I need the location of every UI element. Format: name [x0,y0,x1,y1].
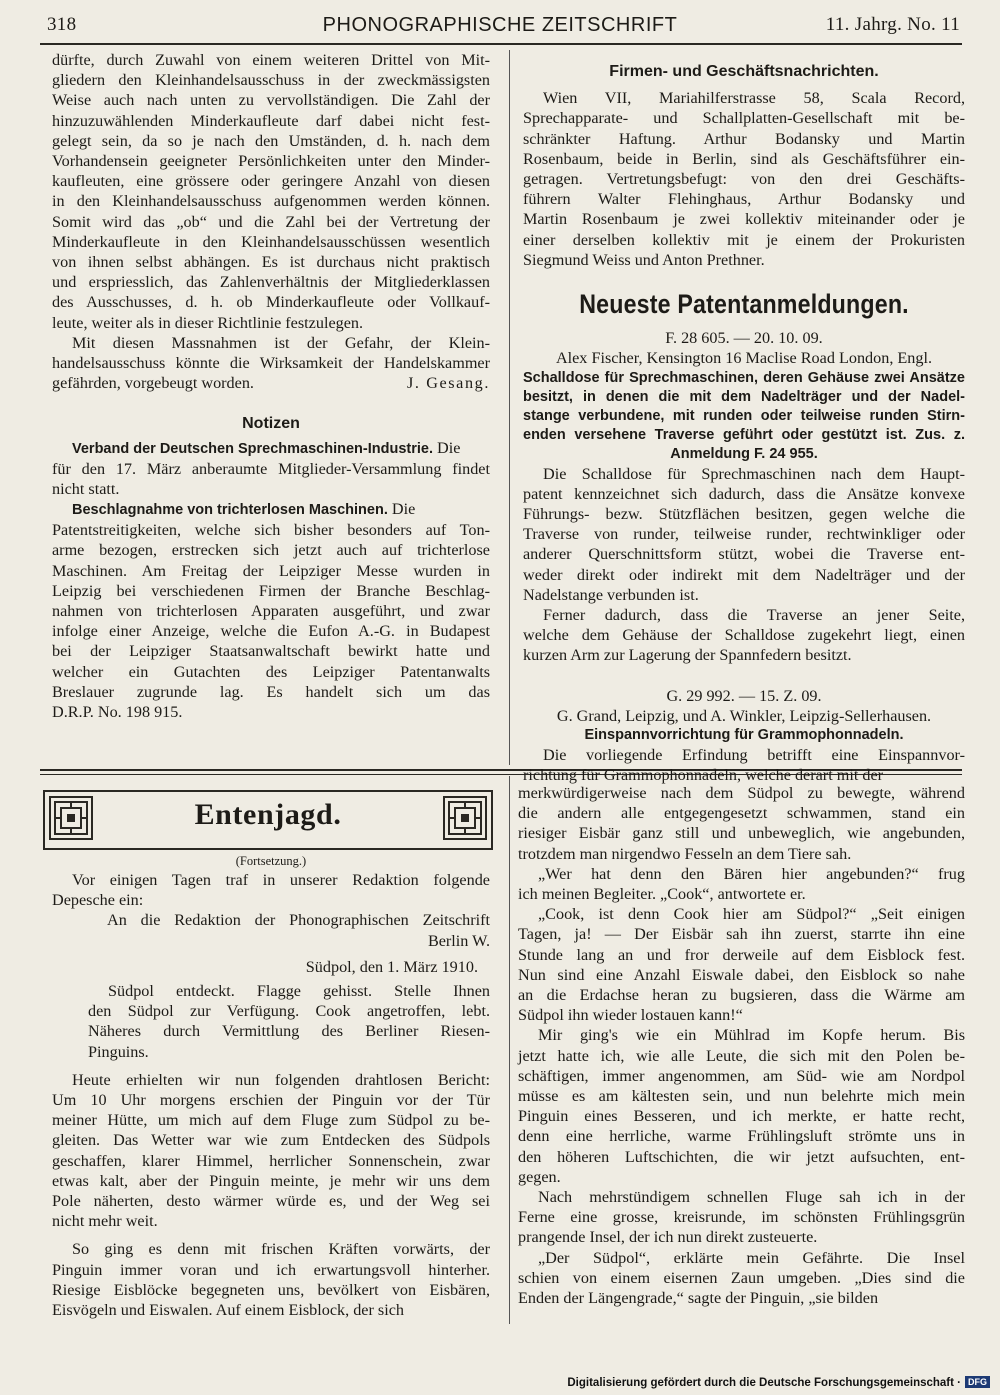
patent2-body [523,745,965,785]
text-line: den höheren Luftschichten, die wir jetzt aufsuchten, ent- [518,1147,965,1166]
right-para2 [518,864,965,904]
article-signature: J. Gesang. [407,374,490,393]
entenjagd-title-box [43,790,493,850]
notiz1-body [52,459,490,499]
text-line: nicht mehr weit. [52,1212,158,1231]
text-line: von ihnen selbst abhängen. Es ist durchaus nicht praktisch [52,253,490,272]
page-number: 318 [47,14,77,35]
patent1-title [523,369,965,464]
text-line: Heute erhielten wir nun folgenden drahtlosen Bericht: [72,1070,490,1089]
text-line: arme bezogen, erstrecken sich jetzt auch auf trichterlose [52,541,490,560]
text-line: So ging es denn mit frischen Kräften vorwärts, der [72,1240,490,1259]
right-para5 [518,1187,965,1248]
text-line: Weise auch nach unten zu vervollständigen. Die Zahl der [52,91,490,110]
text-line: den Südpol zur Verfügung. Cook angetroffen, lebt. [88,1002,490,1021]
text-line: für den 17. März anberaumte Mitglieder-Versammlung findet [52,459,490,478]
text-line: schien von einem eisernen Zaun umgeben. „Dies sind die [518,1268,965,1287]
right-para3 [518,904,965,1025]
text-line: etwas kalt, aber der Pinguin meinte, je mehr wir uns dem [52,1171,490,1190]
text-line: Siegmund Weiss und Anton Prethner. [523,250,765,269]
firmen-heading: Firmen- und Geschäftsnachrichten. [609,63,879,80]
text-line: einer derselben kollektiv mit je einem der Prokuristen [523,230,965,249]
patent2-applicant: G. Grand, Leipzig, und A. Winkler, Leipzig-Sellerhausen. [556,706,932,725]
patent2-number: G. 29 992. — 15. Z. 09. [666,686,822,705]
text-line: hinzuzuwählenden Minderkaufleute darf dabei nicht fest- [52,111,490,130]
text-line: Pinguins. [88,1042,149,1061]
text-line: nicht statt. [52,480,120,499]
text-line: Die Schalldose für Sprechmaschinen nach dem Haupt- [543,464,965,483]
article-continuation [52,50,490,333]
text-line: Südpol entdeckt. Flagge gehisst. Stelle Ihnen [108,982,490,1001]
text-line: die andern alle entgegengesetzt schwammen, stand ein [518,804,965,823]
telegram-body [52,981,490,1062]
text-line: Führungs- bezw. Stützflächen besitzen, gegen welche die [523,505,965,524]
text-line: denn eine herrliche, warme Frühlingsluft strömte uns in [518,1127,965,1146]
patent1-applicant: Alex Fischer, Kensington 16 Maclise Road London, Engl. [555,349,933,368]
text-line: welche dem Gehäuse der Schalldose zugekehrt liegt, einen [523,626,965,645]
text-line: „Wer hat denn den Bären hier angebunden?“ frug [538,864,965,883]
notiz2-first: Die [391,500,416,519]
text-line: nahmen von trichterlosen Apparaten ausgeführt, und zwar [52,602,490,621]
text-line: gleiten. Das Wetter war wie zum Entdecken des Südpols [52,1131,490,1150]
text-line: trotzdem man nirgendwo Fesseln an dem Tiere sah. [518,844,852,863]
text-line: infolge einer Anzeige, welche die Eufon A.-G. in Budapest [52,622,490,641]
telegram-dateline: Südpol, den 1. März 1910. [305,957,478,976]
patents-heading: Neueste Patentanmeldungen. [579,289,909,320]
text-line: Traverse von runder, teilweise runder, rechtwinkliger oder [523,525,965,544]
text-line: Sprechapparate- und Schallplatten-Gesellschaft mit be- [523,109,965,128]
firmen-body [523,88,965,270]
text-line: welcher ein Gutachten des Leipziger Patentanwalts [52,662,490,681]
text-line: enden versehene Traverse geführt oder gestützt ist. Zus. z. [523,426,965,443]
text-line: merkwürdigerweise nach dem Südpol zu bewegte, während [518,784,965,802]
text-line: kaufleuten, eine grössere oder geringere Anzahl von diesen [52,172,490,191]
text-line: Eisvögeln und Eiswalen. Auf einem Eisblock, der sich [52,1301,405,1320]
text-line: Vor einigen Tagen traf in unserer Redaktion folgende [72,871,490,889]
text-line: dürfte, durch Zuwahl von einem weiteren Drittel von Mit- [52,51,490,69]
text-line: müsse es am kältesten sein, und nun belehrte mich mein [518,1087,965,1106]
issue-label: 11. Jahrg. No. 11 [825,14,960,35]
text-line: An die Redaktion der Phonographischen Zeitschrift [107,911,490,930]
left-top-column [52,50,490,766]
text-line: bei der Leipziger Staatsanwaltschaft bewirkt hatte und [52,642,490,661]
text-line: Minderkaufleute in den Kleinhandelsausschüssen wesentlich [52,232,490,251]
text-line: „Der Südpol“, erklärte mein Gefährte. Die Insel [538,1248,965,1267]
text-line: jetzt hatte ich, wie alle Leute, die sich mit den Polen be- [518,1046,965,1065]
digitization-footer [567,1376,990,1389]
para2 [52,1239,490,1320]
text-line: leute, weiter als in dieser Richtlinie festzulegen. [52,313,364,332]
text-line: Nun sind eine Anzahl Eiswale dabei, den Eisblock so nahe [518,965,965,984]
journal-title: PHONOGRAPHISCHE ZEITSCHRIFT [322,14,678,36]
text-line: Wien VII, Mariahilferstrasse 58, Scala Record, [543,89,965,108]
right-top-column [523,50,965,785]
text-line: patent kennzeichnet sich dadurch, dass die Ansätze konvexe [523,484,965,503]
text-line: Um 10 Uhr morgens erschien der Pinguin vor der Tür [52,1091,490,1110]
dfg-logo: DFG [965,1376,990,1388]
patent1-number: F. 28 605. — 20. 10. 09. [665,329,823,348]
continuation-label: (Fortsetzung.) [235,854,307,868]
text-line: Nach mehrstündigem schnellen Fluge sah ich in der [538,1188,965,1207]
text-line: ich meinen Begleiter. „Cook“, antwortete er. [518,885,806,904]
text-line: und erspriesslich, das Zahlenverhältnis der Mitgliederklassen [52,273,490,292]
right-para1 [518,783,965,864]
text-line: Leipzig bei verschiedenen Firmen der Branche Beschlag- [52,581,490,600]
telegram-address [52,910,490,950]
text-line: gefährden, vorgebeugt worden. [52,374,254,393]
text-line: getragen. Vertretungsbefugt: von den drei Geschäfts- [523,170,965,189]
notiz1-first: Die [437,438,461,457]
text-line: gliedern den Kleinhandelsausschuss in der zweckmässigsten [52,71,490,90]
text-line: prangende Insel, der ich nun direkt zusteuerte. [518,1228,818,1247]
text-line: Rosenbaum, beide in Berlin, sind als Geschäftsführer ein- [523,149,965,168]
text-line: handelsausschuss könnte die Wirksamkeit der Handelskammer [52,354,490,373]
text-line: Riesige Eisblöcke begegneten uns, bevölkert von Eisbären, [52,1280,490,1299]
text-line: besitzt, in denen die mit dem Nadelträger und der Nadel- [523,388,965,405]
text-line: Näheres durch Vermittlung des Berliner Riesen- [88,1022,490,1041]
text-line: Ferne eine grosse, kreisrunde, im schönsten Frühlingsgrün [518,1208,965,1227]
text-line: des Ausschusses, d. h. ob Minderkaufleute oder Vollkauf- [52,293,490,312]
text-line: Anmeldung F. 24 955. [670,445,818,462]
right-para4 [518,1025,965,1187]
header-rule [40,43,962,45]
notizen-heading: Notizen [242,414,300,432]
text-line: führern Walter Flehinghaus, Arthur Bodansky und [523,190,965,209]
patent1-body-b [523,605,965,666]
text-line: Nadelstange verbunden ist. [523,585,699,604]
text-line: Mit diesen Massnahmen ist der Gefahr, der Klein- [72,333,490,352]
text-line: schränkter Haftung. Arthur Bodansky und Martin [523,129,965,148]
text-line: Schalldose für Sprechmaschinen, deren Gehäuse zwei Ansätze [523,369,965,386]
right-para6 [518,1248,965,1309]
text-line: kurzen Arm zur Lagerung der Spannfedern besitzt. [523,646,852,665]
text-line: Pinguin immer voran und ich erwartungsvoll hinterher. [52,1260,490,1279]
text-line: Breslauer zugrunde lag. Es handelt sich um das [52,682,490,701]
intro [52,870,490,910]
entenjagd-title: Entenjagd. [194,798,342,831]
para1 [52,1070,490,1232]
patent2-title: Einspannvorrichtung für Grammophonnadeln. [584,727,904,744]
text-line: Patentstreitigkeiten, welche sich bisher besonders auf Ton- [52,521,490,540]
text-line: Die vorliegende Erfindung betrifft eine Einspannvor- [543,746,965,765]
text-line: gegen. [518,1167,561,1186]
text-line: Ferner dadurch, dass die Traverse an jener Seite, [543,606,965,625]
text-line: riesiger Eisbär ganz still und unbeweglich, wie angebunden, [518,824,965,843]
entenjagd-left-column [52,852,490,1327]
text-line: D.R.P. No. 198 915. [52,703,183,722]
text-line: Maschinen. Am Freitag der Leipziger Messe wurden in [52,561,490,580]
text-line: Pinguin eines Besseren, und ich merkte, er hatte recht, [518,1107,965,1126]
entenjagd-right-column [518,783,965,1328]
patent1-body-a [523,464,965,605]
text-line: an die Erdachse heran zu bugsieren, dass die Wärme am [518,986,965,1005]
text-line: Berlin W. [427,931,490,950]
text-line: meiner Hütte, um mich auf dem Fluge zum Südpol zu be- [52,1111,490,1130]
text-line: anderer Querschnittsform stützt, wobei die Traverse ent- [523,545,965,564]
notiz2-body [52,520,490,722]
text-line: in den Kleinhandelsausschuss aufgenommen werden können. [52,192,490,211]
text-line: weder direkt oder indirekt mit dem Nadelträger und der [523,565,965,584]
column-divider-top [509,50,510,765]
text-line: „Cook, ist denn Cook hier am Südpol?“ „Seit einigen [538,905,965,924]
text-line: geschaffen, klarer Himmel, herrlicher Sonnenschein, zwar [52,1151,490,1170]
text-line: Mir ging's wie ein Mühlrad im Kopfe herum. Bis [538,1026,965,1045]
text-line: gelegt sein, da so je nach den Umständen, d. h. nach dem [52,131,490,150]
text-line: Enden der Längengrade,“ sagte der Pinguin, „sie bilden [518,1289,879,1308]
text-line: Martin Rosenbaum je zwei kollektiv miteinander oder je [523,210,965,229]
column-divider-bottom [509,776,510,1324]
text-line: Depesche ein: [52,891,144,910]
text-line: richtung für Grammophonnadeln, welche derart mit der [523,766,884,785]
text-line: Vorhandensein geeigneter Persönlichkeiten unter den Minder- [52,152,490,171]
text-line: Tagen, ja! — Der Eisbär sah ihn zuerst, starrte ihn eine [518,925,965,944]
text-line: Südpol ihn wieder lostauen kann!“ [518,1006,743,1025]
notiz2-title: Beschlagnahme von trichterlosen Maschinen. [72,502,388,519]
text-line: Somit wird das „ob“ und die Zahl bei der Vertretung der [52,212,490,231]
text-line: schäftigen, immer angenommen, am Süd- wie am Nordpol [518,1066,965,1085]
ornament-icon [443,796,487,840]
text-line: Stunde lang an und fror derweile auf dem Eisblock fest. [518,945,965,964]
text-line: Pole näherten, desto wärmer würde es, und der Weg sei [52,1192,490,1211]
text-line: stange verbundene, mit runden oder teilweise runden Stirn- [523,407,965,424]
notiz1-title: Verband der Deutschen Sprechmaschinen-Industrie. [72,440,433,457]
footer-text: Digitalisierung gefördert durch die Deutsche Forschungsgemeinschaft · [567,1377,961,1389]
